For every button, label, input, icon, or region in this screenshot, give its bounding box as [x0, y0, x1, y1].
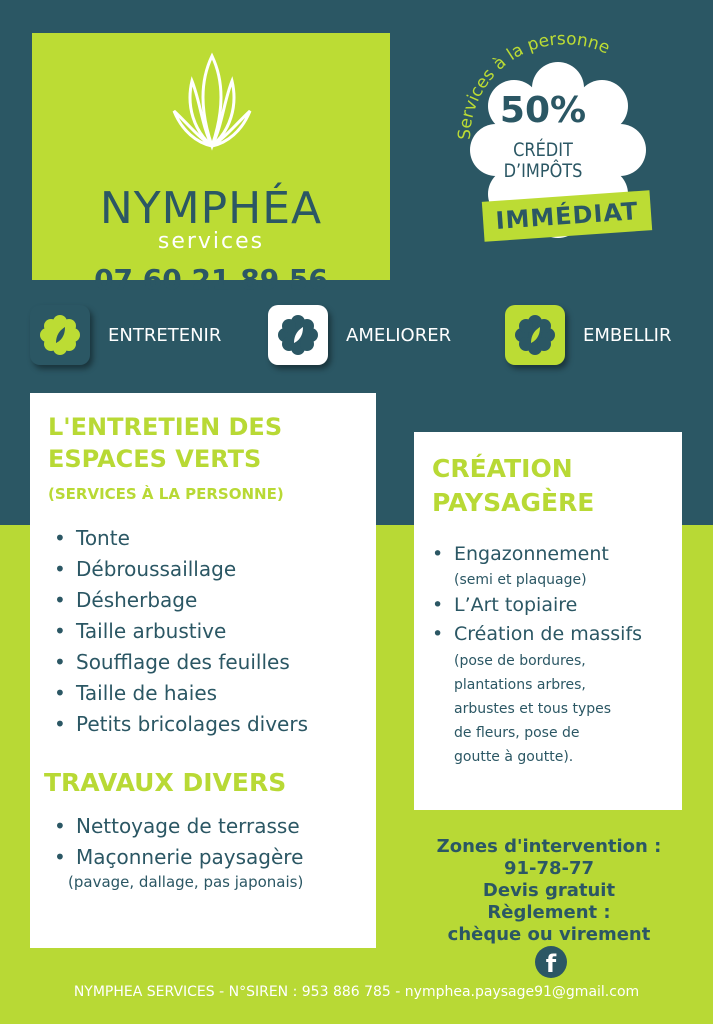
footer-text: NYMPHEA SERVICES - N°SIREN : 953 886 785 - nymphea.paysage91@gmail.com	[73, 984, 640, 1000]
list-item: • Tonte	[48, 523, 376, 554]
badge-line1: CRÉDIT	[513, 139, 573, 161]
list-item: • Désherbage	[48, 585, 376, 616]
card-title	[48, 411, 376, 475]
service-list	[426, 540, 682, 769]
title-line: CRÉATION	[432, 454, 573, 483]
brand-subtitle: services	[157, 229, 265, 254]
section-title: TRAVAUX DIVERS	[44, 768, 287, 797]
misc-note: (pavage, dallage, pas japonais)	[68, 873, 304, 891]
card-subtitle: (SERVICES À LA PERSONNE)	[48, 485, 284, 503]
brand-name: NYMPHÉA	[99, 183, 323, 234]
list-item: • Taille arbustive	[48, 616, 376, 647]
pillar-embellir	[505, 305, 672, 365]
note-line: de fleurs, pose de	[454, 725, 580, 741]
info-line: 91-78-77	[503, 858, 595, 879]
list-item: • Soufflage des feuilles	[48, 647, 376, 678]
maintenance-card	[30, 393, 376, 948]
list-item: • L’Art topiaire	[426, 591, 682, 620]
info-line: chèque ou virement	[447, 924, 651, 945]
title-line: PAYSAGÈRE	[432, 488, 595, 517]
facebook-icon[interactable]: f	[535, 946, 567, 978]
list-item: • Petits bricolages divers	[48, 709, 376, 740]
note-line: arbustes et tous types	[454, 701, 612, 717]
list-item: • Engazonnement	[426, 540, 682, 569]
badge-percent: 50%	[499, 90, 587, 131]
list-item: • Création de massifs	[426, 620, 682, 649]
lotus-icon	[172, 51, 252, 151]
badge-highlight: IMMÉDIAT	[482, 190, 652, 242]
list-item: • Maçonnerie paysagère	[48, 842, 376, 873]
info-line: Zones d'intervention :	[436, 836, 662, 857]
note-line: (pose de bordures,	[454, 653, 586, 669]
misc-list	[48, 811, 376, 873]
flower-leaf-icon	[268, 305, 328, 365]
pillar-ameliorer	[268, 305, 451, 365]
title-line: L'ENTRETIEN DES	[48, 413, 283, 441]
badge-line2: D’IMPÔTS	[503, 160, 583, 182]
service-list	[48, 523, 376, 740]
info-line: Règlement :	[487, 902, 611, 923]
list-item: • Nettoyage de terrasse	[48, 811, 376, 842]
info-line: Devis gratuit	[482, 880, 616, 901]
flower-leaf-icon	[505, 305, 565, 365]
item-note	[426, 649, 682, 769]
badge-arc-text: Services à la personne	[454, 29, 613, 141]
title-line: ESPACES VERTS	[48, 445, 262, 473]
note-line: goutte à goutte).	[454, 749, 574, 765]
pillar-label: ENTRETENIR	[108, 324, 222, 346]
pillar-label: EMBELLIR	[583, 324, 672, 346]
card-title	[432, 452, 682, 520]
landscaping-card	[414, 432, 682, 810]
info-block	[415, 836, 683, 946]
flower-leaf-icon	[30, 305, 90, 365]
logo-block	[32, 33, 390, 296]
note-line: plantations arbres,	[454, 677, 586, 693]
pillar-entretenir	[30, 305, 221, 365]
list-item: • Taille de haies	[48, 678, 376, 709]
item-note: (semi et plaquage)	[454, 572, 587, 588]
phone-number: 07 60 21 89 56	[94, 263, 328, 296]
pillar-label: AMELIORER	[346, 324, 452, 346]
list-item: • Débroussaillage	[48, 554, 376, 585]
badge-text	[471, 140, 616, 182]
